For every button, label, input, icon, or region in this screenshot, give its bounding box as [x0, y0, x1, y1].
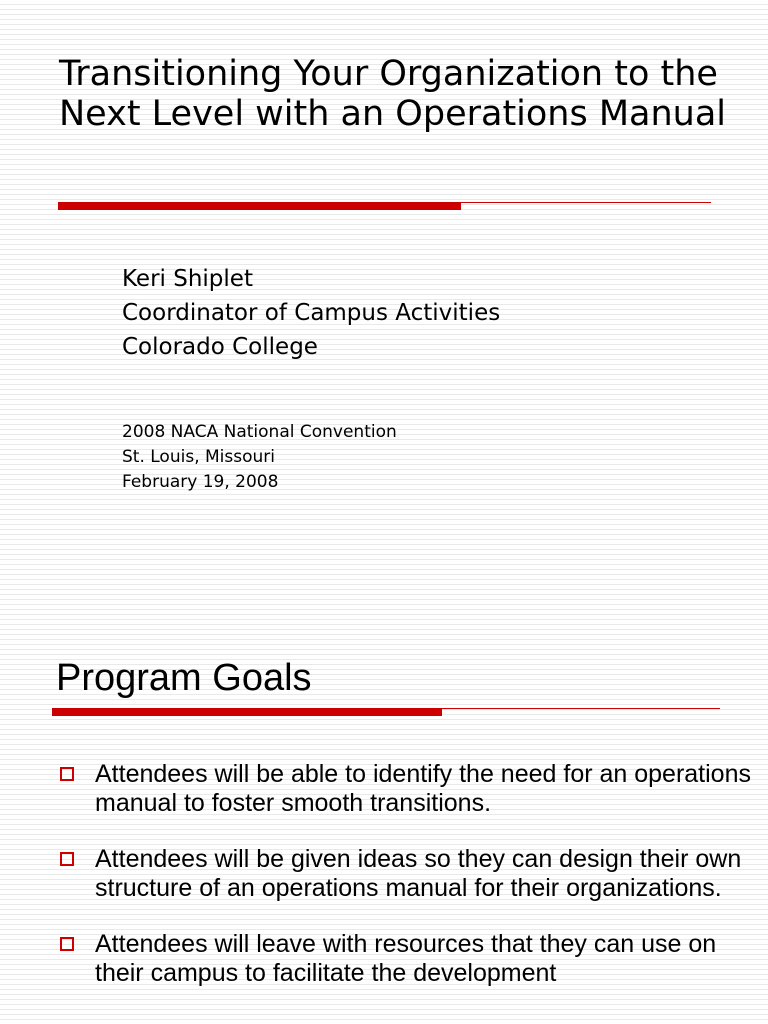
presenter-role: Coordinator of Campus Activities — [122, 300, 501, 326]
goal-text: Attendees will be given ideas so they can design their own structure of an operations manual for their organizations. — [95, 845, 742, 902]
goal-text: Attendees will be able to identify the need for an operations manual to foster smooth transitions. — [95, 760, 751, 817]
title-underline-thin — [442, 708, 720, 709]
event-location: St. Louis, Missouri — [122, 447, 275, 467]
title-underline-thick — [58, 202, 461, 210]
list-item — [58, 760, 758, 818]
square-bullet-icon — [60, 937, 74, 951]
slide-title: Transitioning Your Organization to the Next Level with an Operations Manual — [59, 54, 727, 134]
square-bullet-icon — [60, 767, 74, 781]
square-bullet-icon — [60, 852, 74, 866]
list-item — [58, 845, 758, 903]
goal-text: Attendees will leave with resources that they can use on their campus to facilitate the development — [95, 930, 717, 987]
presenter-name: Keri Shiplet — [122, 266, 253, 292]
slide-title: Program Goals — [56, 657, 312, 699]
event-date: February 19, 2008 — [122, 472, 279, 492]
presenter-institution: Colorado College — [122, 334, 318, 360]
event-info — [122, 420, 397, 495]
title-underline-thick — [52, 708, 442, 716]
list-item — [58, 930, 758, 988]
title-underline-thin — [461, 202, 711, 203]
goals-list — [58, 760, 758, 1015]
presenter-info — [122, 262, 500, 364]
event-name: 2008 NACA National Convention — [122, 422, 397, 442]
goals-slide — [0, 600, 768, 1024]
